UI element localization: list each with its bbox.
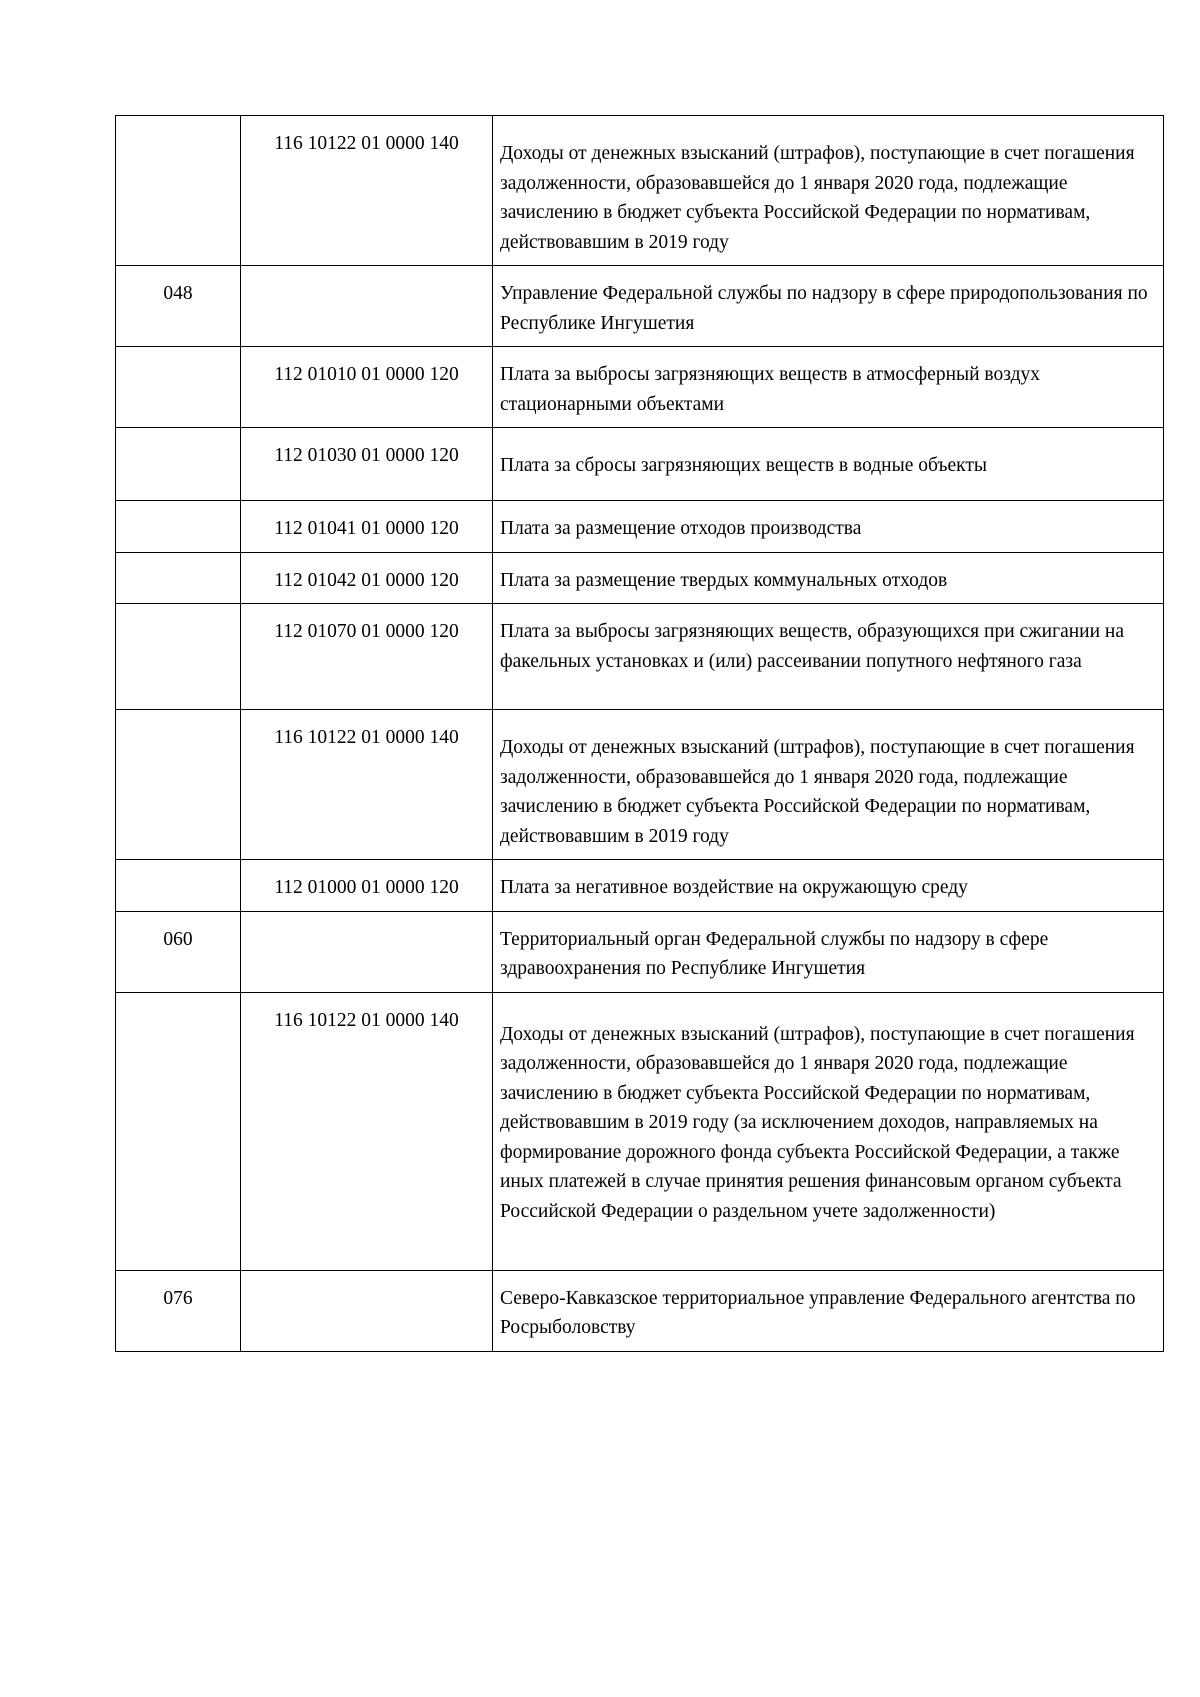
revenue-code-cell: 116 10122 01 0000 140: [241, 992, 493, 1270]
table-row: [116, 347, 1164, 428]
revenue-name-cell: Доходы от денежных взысканий (штрафов), поступающие в счет погашения задолженности, образовавшейся до 1 января 2020 года, подлежащие зачислению в бюджет субъекта Российской Федерации по нормативам, действовавшим в 2019 году: [493, 710, 1164, 860]
table-row: [116, 710, 1164, 860]
table-row: [116, 604, 1164, 710]
revenue-name-cell: Плата за негативное воздействие на окружающую среду: [493, 860, 1164, 912]
admin-code-cell: 060: [116, 911, 241, 992]
admin-code-cell: [116, 710, 241, 860]
revenue-name-cell: Плата за выбросы загрязняющих веществ в атмосферный воздух стационарными объектами: [493, 347, 1164, 428]
admin-code-cell: [116, 347, 241, 428]
admin-code-cell: [116, 992, 241, 1270]
table-row: [116, 501, 1164, 553]
admin-code-cell: [116, 860, 241, 912]
table-row: [116, 992, 1164, 1270]
revenue-name-cell: Территориальный орган Федеральной службы по надзору в сфере здравоохранения по Республике Ингушетия: [493, 911, 1164, 992]
revenue-name-cell: Доходы от денежных взысканий (штрафов), поступающие в счет погашения задолженности, образовавшейся до 1 января 2020 года, подлежащие зачислению в бюджет субъекта Российской Федерации по нормативам, действовавшим в 2019 году: [493, 116, 1164, 266]
revenue-code-cell: 112 01010 01 0000 120: [241, 347, 493, 428]
table-row: [116, 911, 1164, 992]
revenue-codes-table: [115, 115, 1164, 1352]
revenue-name-cell: Плата за размещение твердых коммунальных отходов: [493, 552, 1164, 604]
revenue-code-cell: 116 10122 01 0000 140: [241, 116, 493, 266]
admin-code-cell: [116, 428, 241, 501]
admin-code-cell: [116, 604, 241, 710]
admin-code-cell: 048: [116, 266, 241, 347]
revenue-name-cell: Доходы от денежных взысканий (штрафов), поступающие в счет погашения задолженности, образовавшейся до 1 января 2020 года, подлежащие зачислению в бюджет субъекта Российской Федерации по нормативам, действовавшим в 2019 году (за исключением доходов, направляемых на формирование дорожного фонда субъекта Российской Федерации, а также иных платежей в случае принятия решения финансовым органом субъекта Российской Федерации о раздельном учете задолженности): [493, 992, 1164, 1270]
table-row: [116, 552, 1164, 604]
revenue-code-cell: 112 01000 01 0000 120: [241, 860, 493, 912]
revenue-name-cell: Плата за выбросы загрязняющих веществ, образующихся при сжигании на факельных установках и (или) рассеивании попутного нефтяного газа: [493, 604, 1164, 710]
revenue-name-cell: Управление Федеральной службы по надзору в сфере природопользования по Республике Ингушетия: [493, 266, 1164, 347]
revenue-name-cell: Северо-Кавказское территориальное управление Федерального агентства по Росрыболовству: [493, 1270, 1164, 1351]
admin-code-cell: 076: [116, 1270, 241, 1351]
table-row: [116, 860, 1164, 912]
revenue-name-cell: Плата за размещение отходов производства: [493, 501, 1164, 553]
revenue-code-cell: 112 01030 01 0000 120: [241, 428, 493, 501]
revenue-code-cell: 112 01070 01 0000 120: [241, 604, 493, 710]
revenue-code-cell: [241, 1270, 493, 1351]
revenue-code-cell: [241, 911, 493, 992]
admin-code-cell: [116, 116, 241, 266]
revenue-name-cell: Плата за сбросы загрязняющих веществ в водные объекты: [493, 428, 1164, 501]
revenue-code-cell: 116 10122 01 0000 140: [241, 710, 493, 860]
admin-code-cell: [116, 501, 241, 553]
admin-code-cell: [116, 552, 241, 604]
table-row: [116, 1270, 1164, 1351]
revenue-code-cell: 112 01042 01 0000 120: [241, 552, 493, 604]
revenue-code-cell: 112 01041 01 0000 120: [241, 501, 493, 553]
table-row: [116, 116, 1164, 266]
table-row: [116, 428, 1164, 501]
table-row: [116, 266, 1164, 347]
revenue-code-cell: [241, 266, 493, 347]
